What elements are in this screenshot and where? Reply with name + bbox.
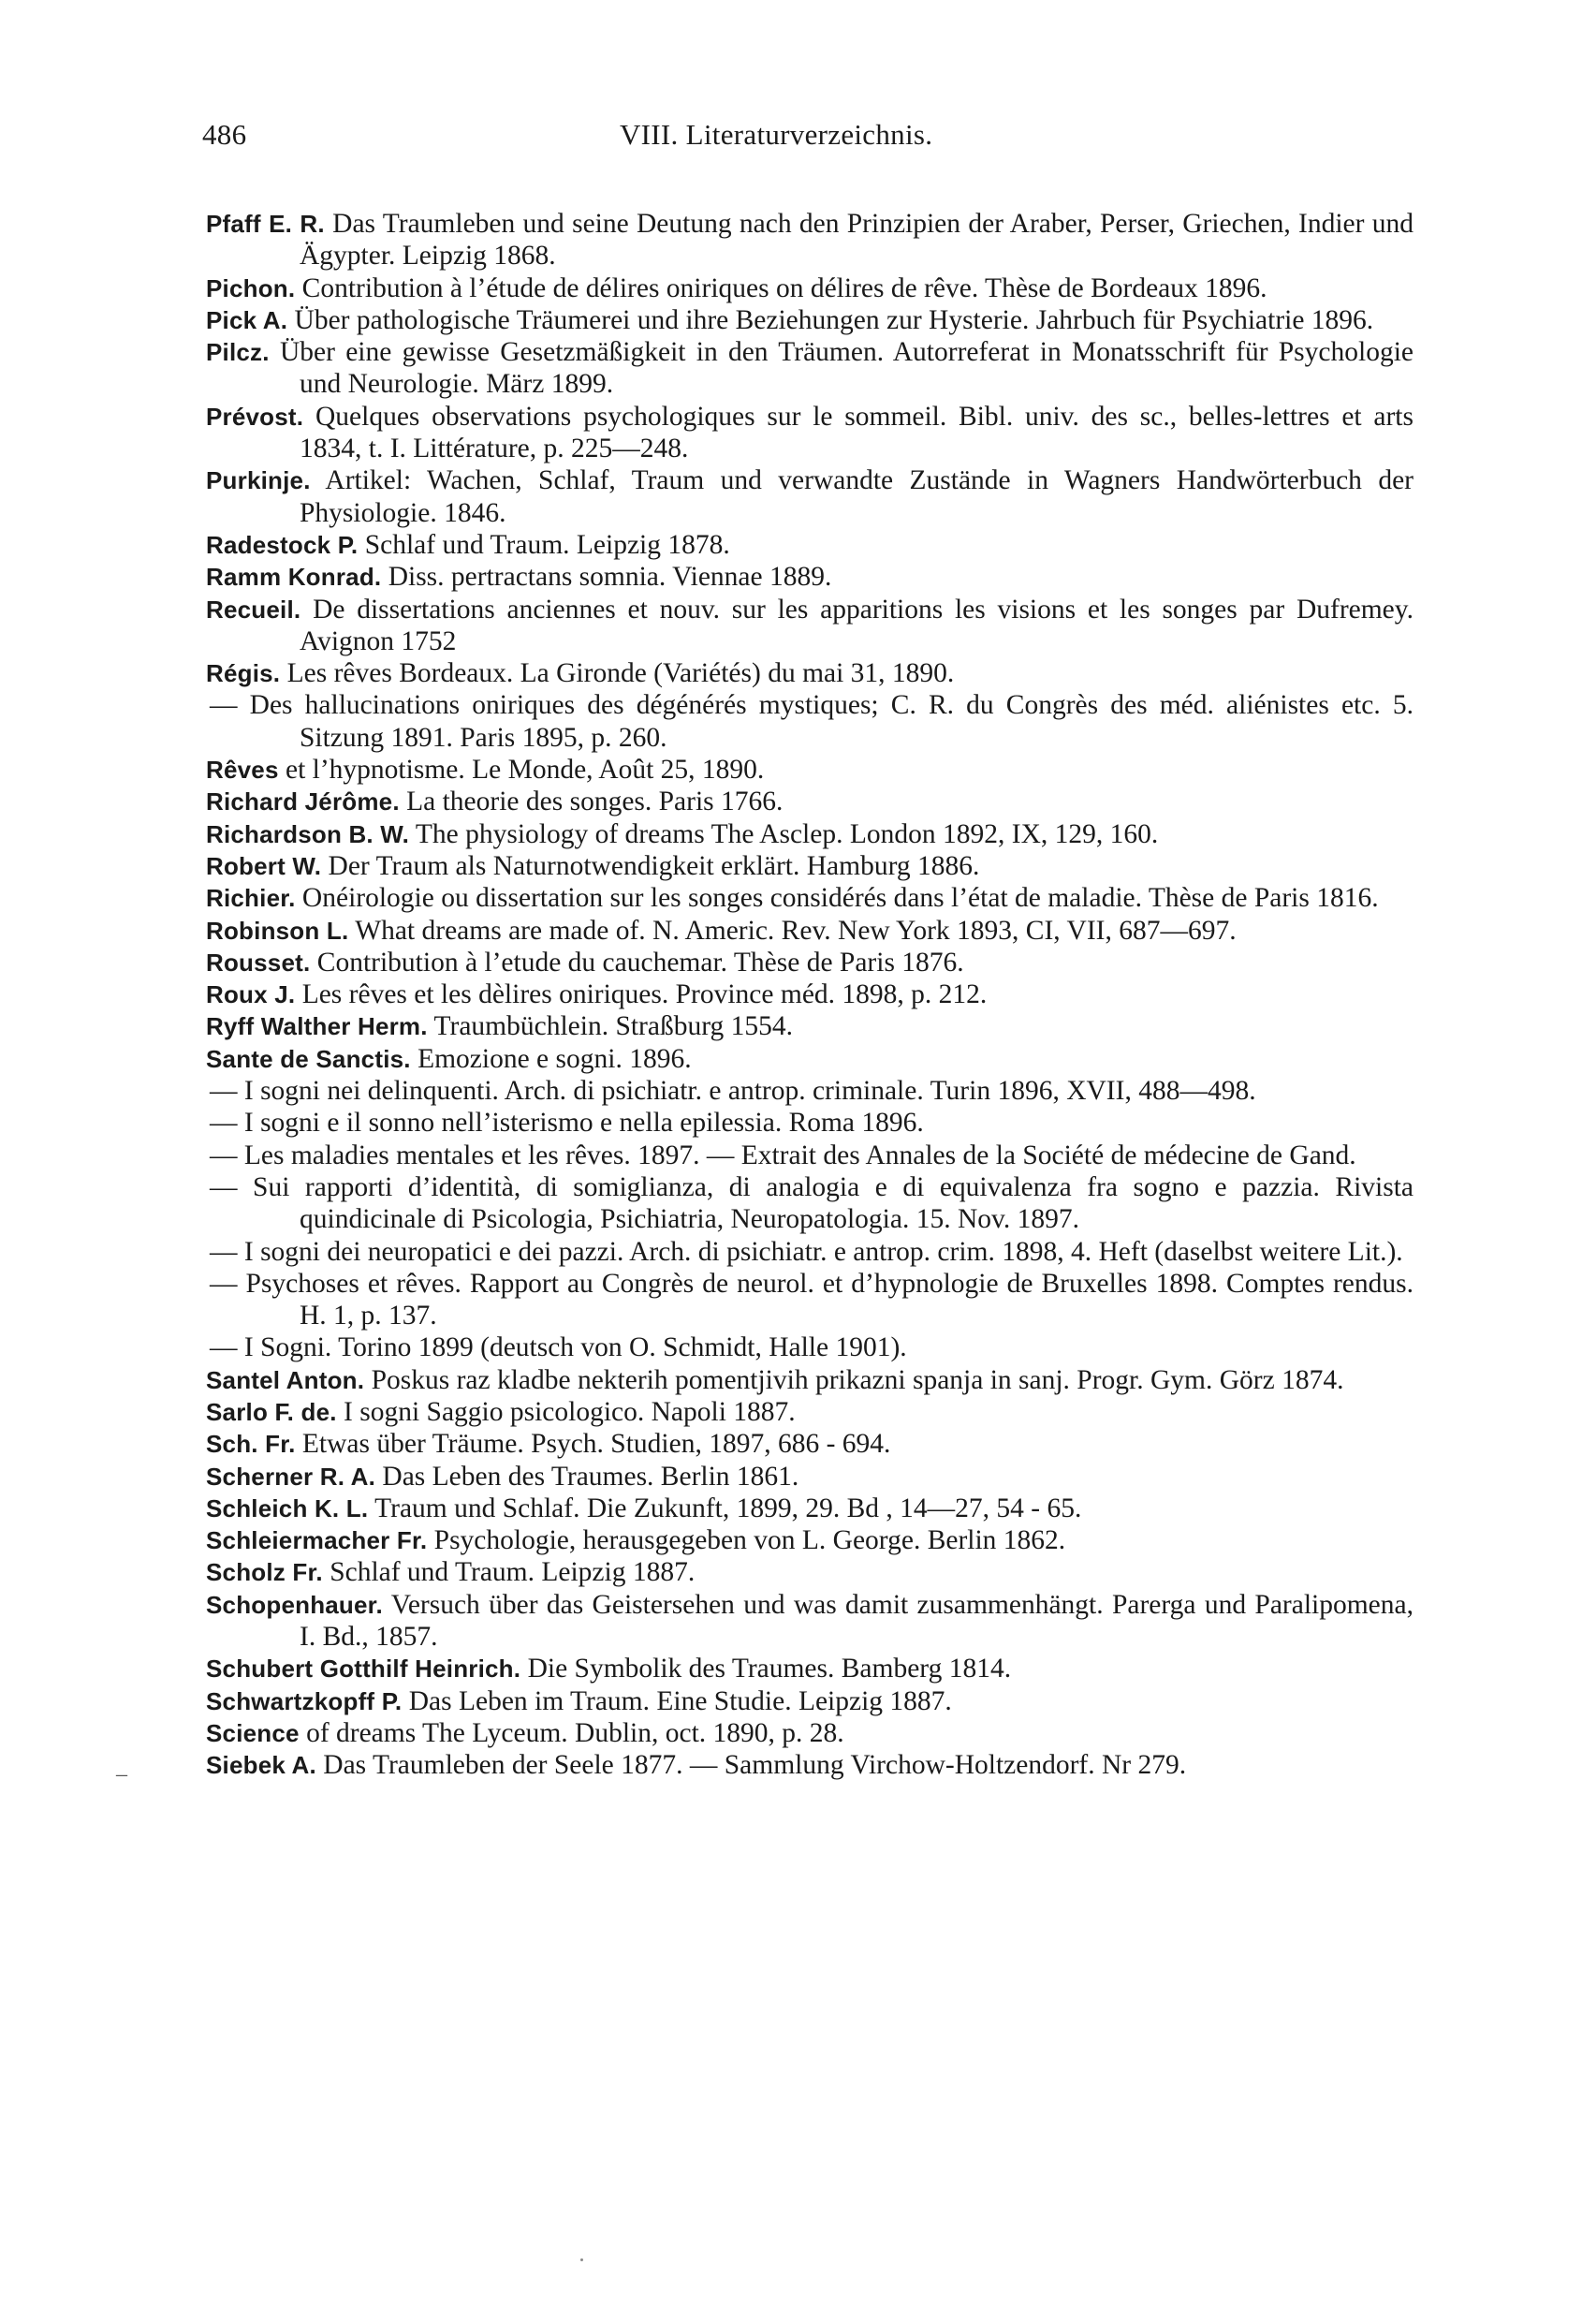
bibliography-entry (206, 1331, 1414, 1363)
entry-author: Régis. (206, 659, 281, 688)
entry-text: Contribution à l’étude de délires oniriques on délires de rêve. Thèse de Bordeaux 1896. (295, 272, 1267, 303)
entry-author: Santel Anton. (206, 1365, 365, 1394)
entry-author: Radestock P. (206, 530, 359, 559)
bibliography-entry (206, 1140, 1414, 1171)
bibliography-entry (206, 561, 1414, 593)
bibliography-entry (206, 1107, 1414, 1139)
entry-text: Onéirologie ou dissertation sur les songes considérés dans l’état de maladie. Thèse de Paris 1816. (295, 883, 1379, 914)
entry-text: Schlaf und Traum. Leipzig 1887. (322, 1557, 696, 1588)
bibliography-entry (206, 1075, 1414, 1107)
entry-author: Richardson B. W. (206, 819, 410, 848)
entry-text: Das Leben des Traumes. Berlin 1861. (375, 1461, 799, 1492)
entry-author: Schleich K. L. (206, 1493, 369, 1522)
entry-text: Über eine gewisse Gesetzmäßigkeit in den Träumen. Autorreferat in Monatsschrift für Psychologie und Neurologie. März 1899. (269, 337, 1414, 400)
entry-text: — I sogni e il sonno nell’isterismo e nella epilessia. Roma 1896. (210, 1108, 924, 1139)
bibliography-entry (206, 1461, 1414, 1493)
entry-author: Siebek A. (206, 1751, 316, 1780)
entry-text: — Sui rapporti d’identità, di somiglianza, di analogia e di equivalenza fra sogno e pazzia. Rivista quindicinale di Psicologia, Psichiatria, Neuropatologia. 15. Nov. 1897. (210, 1171, 1414, 1235)
entry-text: — I sogni nei delinquenti. Arch. di psichiatr. e antrop. criminale. Turin 1896, XVII, 488—498. (210, 1076, 1256, 1107)
bibliography-entry (206, 1364, 1414, 1396)
bibliography-entry (206, 1685, 1414, 1717)
bibliography-entry (206, 1749, 1414, 1781)
bibliography-entry (206, 1556, 1414, 1588)
entry-author: Recueil. (206, 595, 301, 624)
entry-author: Ramm Konrad. (206, 563, 382, 592)
entry-author: Purkinje. (206, 466, 311, 495)
bibliography-list (206, 208, 1414, 1782)
bibliography-entry (206, 1653, 1414, 1684)
bibliography-entry (206, 1236, 1414, 1268)
entry-text: et l’hypnotisme. Le Monde, Août 25, 1890. (278, 755, 765, 786)
entry-text: Etwas über Träume. Psych. Studien, 1897, 686 - 694. (295, 1429, 891, 1460)
entry-author: Pfaff E. R. (206, 210, 325, 238)
entry-author: Science (206, 1718, 300, 1747)
page-number: 486 (202, 118, 247, 151)
entry-text: — Des hallucinations oniriques des dégénérés mystiques; C. R. du Congrès des méd. aliénistes etc. 5. Sitzung 1891. Paris 1895, p. 260. (210, 690, 1414, 753)
entry-text: La theorie des songes. Paris 1766. (399, 787, 784, 817)
print-speck (580, 2258, 583, 2261)
entry-author: Robinson L. (206, 916, 349, 945)
entry-text: Les rêves et les dèlires oniriques. Province méd. 1898, p. 212. (295, 979, 988, 1010)
entry-text: — Les maladies mentales et les rêves. 1897. — Extrait des Annales de la Société de médecine de Gand. (210, 1140, 1356, 1170)
bibliography-entry (206, 689, 1414, 754)
entry-text: Les rêves Bordeaux. La Gironde (Variétés) du mai 31, 1890. (280, 658, 955, 689)
entry-text: Traum und Schlaf. Die Zukunft, 1899, 29. Bd , 14—27, 54 - 65. (368, 1493, 1082, 1523)
bibliography-entry (206, 1589, 1414, 1654)
entry-text: The physiology of dreams The Asclep. London 1892, IX, 129, 160. (409, 818, 1159, 849)
bibliography-entry (206, 1717, 1414, 1749)
entry-author: Schopenhauer. (206, 1590, 383, 1619)
entry-text: — I Sogni. Torino 1899 (deutsch von O. Schmidt, Halle 1901). (210, 1332, 907, 1363)
bibliography-entry (206, 401, 1414, 465)
bibliography-entry (206, 208, 1414, 272)
bibliography-entry (206, 1010, 1414, 1042)
entry-text: Poskus raz kladbe nekterih pomentjivih prikazni spanja in sanj. Progr. Gym. Görz 1874. (364, 1364, 1344, 1395)
bibliography-entry (206, 304, 1414, 336)
entry-author: Sarlo F. de. (206, 1397, 337, 1426)
entry-text: What dreams are made of. N. Americ. Rev. New York 1893, CI, VII, 687—697. (348, 915, 1237, 946)
bibliography-entry (206, 657, 1414, 689)
entry-text: Das Traumleben und seine Deutung nach den Prinzipien der Araber, Perser, Griechen, Indier und Ägypter. Leipzig 1868. (300, 209, 1414, 272)
entry-text: Über pathologische Träumerei und ihre Beziehungen zur Hysterie. Jahrbuch für Psychiatrie 1896. (287, 304, 1374, 335)
chapter-title: VIII. Literaturverzeichnis. (620, 118, 933, 151)
bibliography-entry (206, 850, 1414, 882)
entry-text: Psychologie, herausgegeben von L. George. Berlin 1862. (427, 1525, 1066, 1556)
entry-text: Das Leben im Traum. Eine Studie. Leipzig 1887. (402, 1685, 952, 1716)
bibliography-entry (206, 1493, 1414, 1524)
entry-text: Traumbüchlein. Straßburg 1554. (427, 1011, 794, 1042)
bibliography-entry (206, 818, 1414, 850)
entry-author: Prévost. (206, 402, 304, 431)
bibliography-entry (206, 1171, 1414, 1236)
bibliography-entry (206, 336, 1414, 401)
entry-author: Robert W. (206, 851, 322, 880)
entry-author: Rêves (206, 756, 279, 785)
entry-author: Roux J. (206, 980, 296, 1009)
entry-text: Versuch über das Geistersehen und was damit zusammenhängt. Parerga und Paralipomena, I. Bd., 1857. (300, 1589, 1414, 1653)
margin-mark: – (116, 1762, 127, 1787)
bibliography-entry (206, 915, 1414, 947)
entry-text: Contribution à l’etude du cauchemar. Thèse de Paris 1876. (310, 947, 964, 978)
entry-author: Richard Jérôme. (206, 787, 400, 816)
entry-author: Sante de Sanctis. (206, 1044, 411, 1073)
entry-text: — I sogni dei neuropatici e dei pazzi. Arch. di psichiatr. e antrop. crim. 1898, 4. Heft (daselbst weitere Lit.). (210, 1236, 1403, 1267)
entry-text: of dreams The Lyceum. Dublin, oct. 1890, p. 28. (299, 1717, 844, 1748)
entry-text: Das Traumleben der Seele 1877. — Sammlung Virchow-Holtzendorf. Nr 279. (315, 1750, 1187, 1781)
entry-author: Pick A. (206, 305, 288, 334)
bibliography-entry (206, 978, 1414, 1010)
bibliography-entry (206, 754, 1414, 786)
entry-author: Pilcz. (206, 338, 270, 367)
bibliography-entry (206, 272, 1414, 304)
entry-text: De dissertations anciennes et nouv. sur les apparitions les visions et les songes par Dufremey. Avignon 1752 (300, 594, 1414, 656)
entry-text: Die Symbolik des Traumes. Bamberg 1814. (520, 1654, 1012, 1684)
bibliography-entry (206, 1428, 1414, 1460)
entry-author: Sch. Fr. (206, 1430, 296, 1459)
entry-text: Artikel: Wachen, Schlaf, Traum und verwandte Zustände in Wagners Handwörterbuch der Physiologie. 1846. (300, 465, 1414, 528)
entry-text: — Psychoses et rêves. Rapport au Congrès de neurol. et d’hypnologie de Bruxelles 1898. Comptes rendus. H. 1, p. 137. (210, 1268, 1414, 1331)
entry-text: Emozione e sogni. 1896. (410, 1043, 692, 1074)
entry-author: Richier. (206, 884, 296, 913)
entry-author: Schleiermacher Fr. (206, 1526, 428, 1555)
bibliography-entry (206, 786, 1414, 817)
entry-text: Schlaf und Traum. Leipzig 1878. (358, 529, 730, 560)
entry-author: Schwartzkopff P. (206, 1686, 403, 1715)
bibliography-entry (206, 1268, 1414, 1332)
entry-text: Diss. pertractans somnia. Viennae 1889. (381, 562, 832, 593)
running-header (202, 118, 1408, 174)
entry-author: Rousset. (206, 948, 311, 977)
bibliography-entry (206, 1043, 1414, 1075)
bibliography-entry (206, 529, 1414, 561)
bibliography-entry (206, 1396, 1414, 1428)
bibliography-entry (206, 947, 1414, 978)
entry-author: Pichon. (206, 273, 296, 302)
entry-author: Scherner R. A. (206, 1462, 376, 1491)
entry-text: I sogni Saggio psicologico. Napoli 1887. (336, 1396, 796, 1427)
bibliography-entry (206, 594, 1414, 658)
bibliography-entry (206, 464, 1414, 529)
bibliography-entry (206, 882, 1414, 914)
entry-text: Der Traum als Naturnotwendigkeit erklärt. Hamburg 1886. (321, 850, 980, 881)
entry-author: Schubert Gotthilf Heinrich. (206, 1655, 521, 1684)
entry-author: Scholz Fr. (206, 1558, 323, 1587)
entry-author: Ryff Walther Herm. (206, 1012, 428, 1041)
entry-text: Quelques observations psychologiques sur le sommeil. Bibl. univ. des sc., belles-lettres et arts 1834, t. I. Littérature, p. 225—248. (300, 401, 1414, 464)
bibliography-entry (206, 1524, 1414, 1556)
